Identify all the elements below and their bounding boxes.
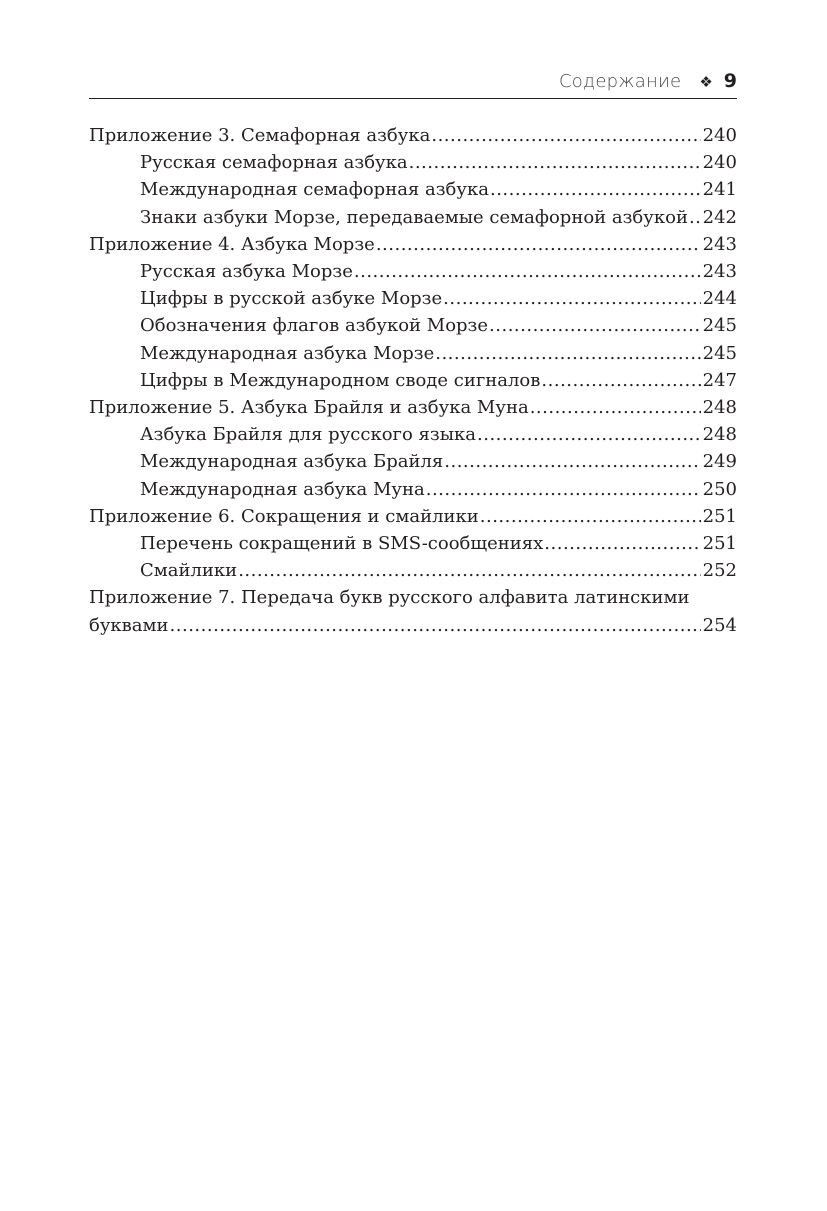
toc-entry-title: Знаки азбуки Морзе, передаваемые семафорной азбукой xyxy=(140,206,688,228)
toc-entry-title-line1: Приложение 7. Передача букв русского алфавита латинскими xyxy=(89,587,690,609)
toc-entry-international-braille[interactable] xyxy=(89,448,737,475)
dot-leader xyxy=(490,176,701,203)
toc-entry-title: Приложение 5. Азбука Брайля и азбука Муна xyxy=(89,397,529,419)
toc-entry-title: Русская семафорная азбука xyxy=(140,152,408,174)
dot-leader xyxy=(689,204,701,231)
toc-entry-morse-via-semaphore[interactable] xyxy=(89,204,737,231)
toc-entry-page: 248 xyxy=(702,424,737,446)
toc-entry-braille-russian[interactable] xyxy=(89,421,737,448)
toc-entry-page: 241 xyxy=(702,179,737,201)
toc-entry-page: 240 xyxy=(702,125,737,146)
toc-entry-title: Русская азбука Морзе xyxy=(140,261,353,283)
dot-leader xyxy=(444,448,700,475)
toc-entry-smileys[interactable] xyxy=(89,557,737,584)
dot-leader xyxy=(541,367,700,394)
toc-entry-appendix-7[interactable] xyxy=(89,584,737,638)
toc-entry-page: 242 xyxy=(702,206,737,228)
running-header xyxy=(89,66,737,99)
dot-leader xyxy=(435,340,700,367)
toc-entry-page: 243 xyxy=(702,261,737,283)
toc-entry-title: Перечень сокращений в SMS-сообщениях xyxy=(140,533,544,555)
dot-leader xyxy=(480,503,701,530)
toc-entry-title: Международная азбука Брайля xyxy=(140,451,444,473)
toc-entry-flags-in-morse[interactable] xyxy=(89,312,737,339)
toc-entry-international-morse[interactable] xyxy=(89,340,737,367)
toc-entry-appendix-3[interactable] xyxy=(89,122,737,149)
dot-leader xyxy=(354,258,701,285)
toc-entry-digits-russian-morse[interactable] xyxy=(89,285,737,312)
toc-entry-page: 243 xyxy=(702,233,737,255)
toc-entry-page: 245 xyxy=(702,315,737,337)
toc-entry-appendix-4[interactable] xyxy=(89,231,737,258)
dot-leader xyxy=(489,312,701,339)
toc-entry-title: Международная семафорная азбука xyxy=(140,179,489,201)
toc-entry-appendix-5[interactable] xyxy=(89,394,737,421)
toc-entry-title: Обозначения флагов азбукой Морзе xyxy=(140,315,489,337)
toc-entry-page: 248 xyxy=(702,397,737,419)
toc-entry-page: 244 xyxy=(702,288,737,310)
running-header-content xyxy=(559,70,737,92)
toc-entry-title: Международная азбука Муна xyxy=(140,478,425,500)
dot-leader xyxy=(443,285,700,312)
table-of-contents xyxy=(89,122,737,639)
dot-leader xyxy=(544,530,700,557)
toc-entry-title: Цифры в русской азбуке Морзе xyxy=(140,288,443,310)
page-number: 9 xyxy=(723,70,737,92)
ornament-icon: ❖ xyxy=(699,73,713,91)
dot-leader xyxy=(426,476,701,503)
dot-leader xyxy=(431,122,700,149)
toc-entry-title: Смайлики xyxy=(140,560,238,582)
toc-entry-appendix-6[interactable] xyxy=(89,503,737,530)
toc-entry-title: Азбука Брайля для русского языка xyxy=(140,424,476,446)
toc-entry-page: 240 xyxy=(702,152,737,174)
toc-entry-page: 251 xyxy=(702,505,737,527)
toc-entry-page: 247 xyxy=(702,369,737,391)
dot-leader xyxy=(409,149,701,176)
toc-entry-appendix-7-last-line xyxy=(89,612,737,639)
toc-entry-title: Приложение 4. Азбука Морзе xyxy=(89,233,375,255)
dot-leader xyxy=(238,557,700,584)
dot-leader xyxy=(477,421,701,448)
toc-entry-sms-abbreviations[interactable] xyxy=(89,530,737,557)
toc-entry-international-moon[interactable] xyxy=(89,476,737,503)
toc-entry-page: 254 xyxy=(702,614,737,636)
toc-entry-title: Приложение 3. Семафорная азбука xyxy=(89,125,431,146)
dot-leader xyxy=(376,231,701,258)
toc-entry-russian-morse[interactable] xyxy=(89,258,737,285)
toc-entry-title: Приложение 6. Сокращения и смайлики xyxy=(89,505,479,527)
toc-entry-page: 245 xyxy=(702,342,737,364)
toc-entry-digits-international-code[interactable] xyxy=(89,367,737,394)
toc-entry-international-semaphore[interactable] xyxy=(89,176,737,203)
dot-leader xyxy=(170,612,701,639)
toc-entry-page: 249 xyxy=(702,451,737,473)
dot-leader xyxy=(530,394,701,421)
toc-entry-title: Международная азбука Морзе xyxy=(140,342,435,364)
toc-entry-page: 250 xyxy=(702,478,737,500)
toc-entry-page: 252 xyxy=(702,560,737,582)
toc-entry-page: 251 xyxy=(702,533,737,555)
toc-entry-russian-semaphore[interactable] xyxy=(89,149,737,176)
toc-entry-title-line2: буквами xyxy=(89,614,169,636)
toc-entry-title: Цифры в Международном своде сигналов xyxy=(140,369,541,391)
section-title: Содержание xyxy=(558,71,682,92)
